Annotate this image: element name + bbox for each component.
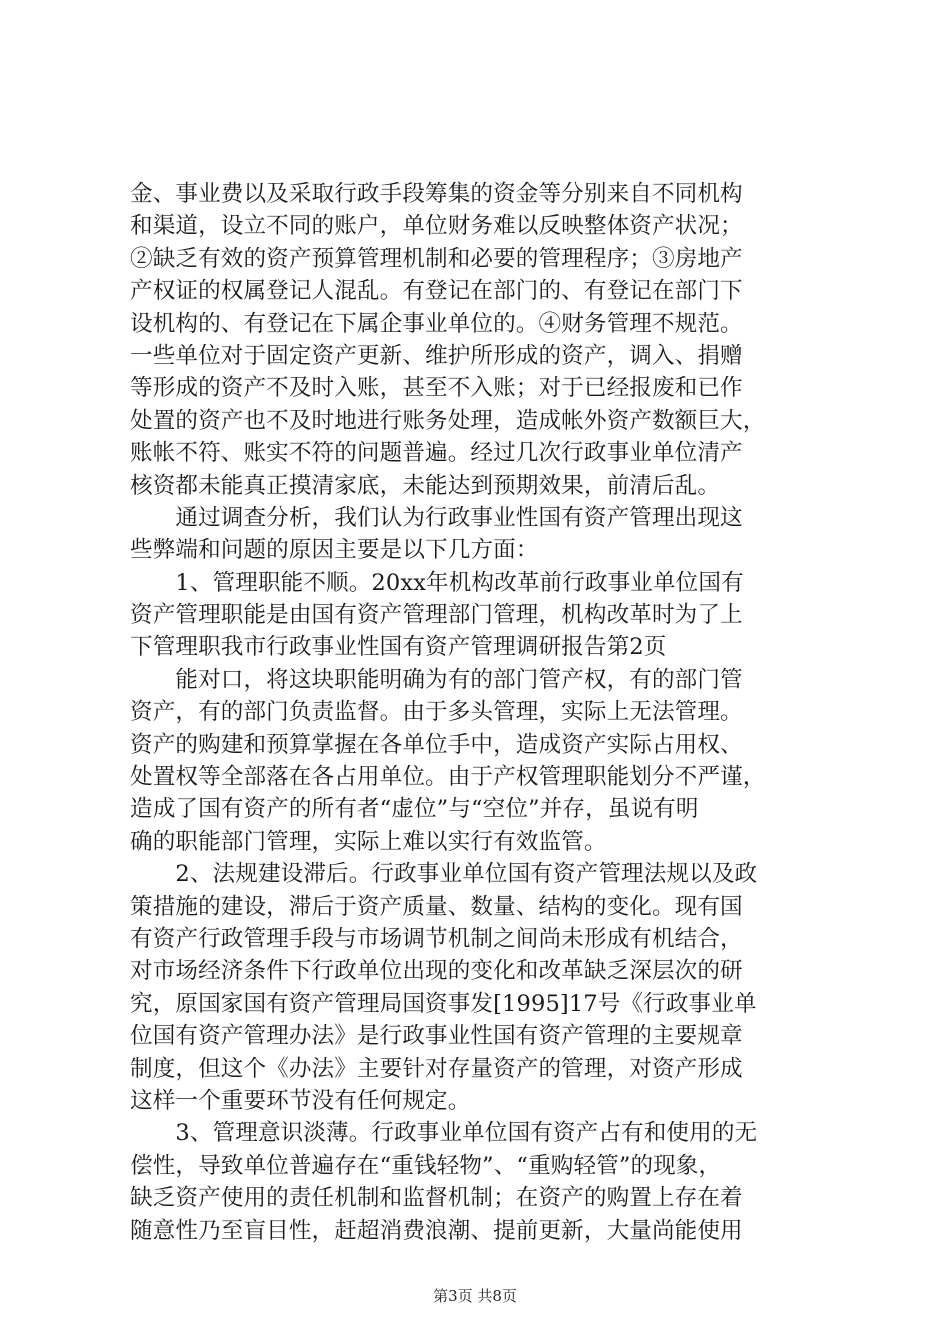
text-line: 账帐不符、账实不符的问题普遍。经过几次行政事业单位清产 — [130, 440, 743, 467]
text-line: 处置的资产也不及时地进行账务处理，造成帐外资产数额巨大， — [130, 407, 766, 434]
page-footer: 第3页 共8页 — [433, 1287, 517, 1305]
text-line: 3、管理意识淡薄。行政事业单位国有资产占有和使用的无 — [130, 1120, 758, 1147]
text-line: 和渠道，设立不同的账户，单位财务难以反映整体资产状况； — [130, 213, 743, 240]
text-line: 下管理职我市行政事业性国有资产管理调研报告第2页 — [130, 634, 667, 661]
text-line: 1、管理职能不顺。20xx年机构改革前行政事业单位国有 — [130, 569, 744, 596]
text-line: 核资都未能真正摸清家底，未能达到预期效果，前清后乱。 — [130, 472, 721, 499]
text-line: 处置权等全部落在各占用单位。由于产权管理职能划分不严谨， — [130, 764, 766, 791]
text-line: 这样一个重要环节没有任何规定。 — [130, 1087, 471, 1114]
text-line: 设机构的、有登记在下属企事业单位的。④财务管理不规范。 — [130, 310, 743, 337]
text-line: 通过调查分析，我们认为行政事业性国有资产管理出现这 — [130, 504, 743, 531]
text-line: 偿性，导致单位普遍存在“重钱轻物”、“重购轻管”的现象， — [130, 1152, 722, 1179]
text-line: 些弊端和问题的原因主要是以下几方面： — [130, 537, 539, 564]
text-line: ②缺乏有效的资产预算管理机制和必要的管理程序；③房地产 — [130, 245, 743, 272]
text-line: 金、事业费以及采取行政手段筹集的资金等分别来自不同机构 — [130, 181, 743, 207]
text-line: 有资产行政管理手段与市场调节机制之间尚未形成有机结合， — [130, 925, 743, 952]
text-line: 随意性乃至盲目性，赶超消费浪潮、提前更新，大量尚能使用 — [130, 1217, 743, 1244]
text-line: 位国有资产管理办法》是行政事业性国有资产管理的主要规章 — [130, 1023, 743, 1050]
text-line: 2、法规建设滞后。行政事业单位国有资产管理法规以及政 — [130, 861, 758, 888]
text-line: 制度，但这个《办法》主要针对存量资产的管理，对资产形成 — [130, 1055, 743, 1082]
text-line: 对市场经济条件下行政单位出现的变化和改革缺乏深层次的研 — [130, 958, 743, 985]
text-line: 缺乏资产使用的责任机制和监督机制；在资产的购置上存在着 — [130, 1185, 743, 1212]
text-line: 资产的购建和预算掌握在各单位手中，造成资产实际占用权、 — [130, 731, 743, 758]
text-line: 能对口，将这块职能明确为有的部门管产权，有的部门管 — [130, 666, 743, 693]
text-line: 等形成的资产不及时入账，甚至不入账；对于已经报废和已作 — [130, 375, 743, 402]
text-line: 确的职能部门管理，实际上难以实行有效监管。 — [130, 828, 607, 855]
document-body — [130, 178, 830, 1247]
text-line: 造成了国有资产的所有者“虚位”与“空位”并存，虽说有明 — [130, 796, 699, 823]
text-line: 产权证的权属登记人混乱。有登记在部门的、有登记在部门下 — [130, 278, 743, 305]
text-line: 策措施的建设，滞后于资产质量、数量、结构的变化。现有国 — [130, 893, 743, 920]
text-line: 究，原国家国有资产管理局国资事发[1995]17号《行政事业单 — [130, 990, 757, 1017]
text-line: 一些单位对于固定资产更新、维护所形成的资产，调入、捐赠 — [130, 342, 743, 369]
text-line: 资产，有的部门负责监督。由于多头管理，实际上无法管理。 — [130, 699, 743, 726]
text-line: 资产管理职能是由国有资产管理部门管理，机构改革时为了上 — [130, 602, 743, 629]
